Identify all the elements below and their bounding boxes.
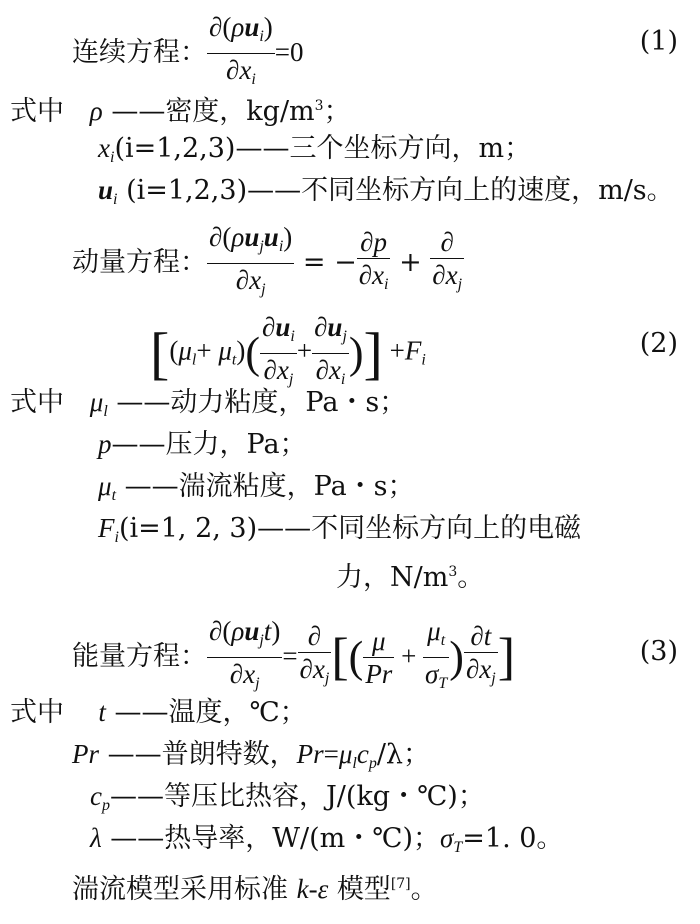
eq2-where-p: p——压力，Pa； (98, 429, 307, 460)
eq3-number: (3) (639, 636, 678, 667)
pr-formula-end: /λ； (376, 739, 431, 770)
mul-def: ——动力粘度，Pa・s； (116, 387, 407, 418)
eq3-frac-dt: $\frac{\partial t}{\partial x_j}$ (465, 621, 496, 687)
lambda-def: ——热导率，W/(m・℃)； (110, 823, 441, 854)
model-name: k-ε (296, 874, 329, 904)
xi-def: (i=1,2,3)——三个坐标方向，m； (114, 133, 532, 164)
cp-def: ——等压比热容，J/(kg・℃)； (109, 781, 485, 812)
eq1-label: 连续方程： (72, 37, 207, 68)
eq1-where-rho: 式中 ρ ——密度，$kg/m^3$； (10, 96, 351, 127)
eq2-line-2: [$(\mu_l+ \mu_t)$( $\frac{\partial u_i}{\partial x_j}$ + $\frac{\partial u_j}{\partial x_i}$ )] $+F_i$ (150, 312, 426, 395)
where-lead-1: 式中 (10, 96, 64, 127)
eq2-frac-duj: $\frac{\partial u_j}{\partial x_i}$ (314, 312, 347, 388)
eq3-where-t: 式中 t ——温度，℃； (10, 697, 307, 728)
eq3-where-lambda: λ ——热导率，W/(m・℃)；$\sigma_T=1$. 0。 (90, 823, 564, 856)
eq3-frac-mut-sigma: $\frac{\mu_t}{\sigma_T}$ (425, 616, 448, 692)
fi-def-end: 。 (457, 562, 485, 593)
eq2-frac-dui: $\frac{\partial u_i}{\partial x_j}$ (262, 312, 295, 388)
eq2-frac-lhs: $\frac{\partial(\rho u_ju_i)}{\partial x_j}$ (209, 222, 293, 298)
fi-def-cont: 力，N/m (336, 562, 449, 593)
eq3-frac-div: $\frac{\partial}{\partial x_j}$ (299, 621, 330, 687)
ui-def: (i=1,2,3)——不同坐标方向上的速度，m/s。 (126, 175, 674, 206)
closing-sentence (72, 866, 438, 908)
eq2-label: 动量方程： (72, 247, 207, 278)
eq3-where-pr: Pr ——普朗特数，$Pr=\mu_lc_p/\lambda$； (72, 739, 431, 772)
sigma-value: =1. 0。 (462, 823, 564, 854)
eq2-where-mut: $\mu_t$ ——湍流粘度，Pa・s； (98, 471, 415, 504)
closing-end: 。 (410, 874, 438, 905)
eq1-where-xi: $x_i(i=1,2,3)——$三个坐标方向，m； (98, 133, 532, 166)
eq2-where-mul: 式中 $\mu_l$ ——动力粘度，Pa・s； (10, 387, 407, 420)
eq1-rhs: =0 (274, 37, 304, 67)
eq2-frac-pressure: $\frac{\partial p}{\partial x_i}$ (358, 227, 389, 293)
eq1-line (72, 12, 304, 95)
where-lead-2: 式中 (10, 387, 64, 418)
fi-def: (i=1, 2, 3)——不同坐标方向上的电磁 (118, 513, 582, 544)
eq3-line: 能量方程： $\frac{\partial(\rho u_jt)}{\partial x_j}$ = $\frac{\partial}{\partial x_j}$ [( $\frac{\mu}{Pr}$ + $\frac{\mu_t}{\sigma_T}$ ) $\frac{\partial t}{\partial x_j}$ ] (72, 616, 515, 699)
t-def: ——温度，℃； (114, 697, 307, 728)
pr-def: ——普朗特数， (107, 739, 297, 770)
eq2-line-1: 动量方程： $\frac{\partial(\rho u_ju_i)}{\partial x_j}$ = − $\frac{\partial p}{\partial x_i}$ + $\frac{\partial}{\partial x_j}$ (72, 222, 464, 305)
eq3-label: 能量方程： (72, 641, 207, 672)
where-lead-3: 式中 (10, 697, 64, 728)
eq2-where-fi-cont: 力，$N/m^3$。 (336, 562, 485, 593)
closing-text-2: 模型 (336, 874, 391, 905)
eq1-fraction: $\frac{\partial(\rho u_i)}{\partial x_i}$ (209, 12, 273, 88)
eq2-number: (2) (639, 328, 678, 359)
eq2-frac-div: $\frac{\partial}{\partial x_j}$ (432, 227, 463, 293)
eq1-where-ui: $u_i$ (i=1,2,3)——不同坐标方向上的速度，m/s。 (98, 175, 674, 208)
rho-def: ——密度，kg/m (111, 96, 315, 127)
eq3-frac-mu-pr: $\frac{\mu}{Pr}$ (365, 626, 393, 689)
eq1-number: (1) (639, 26, 678, 57)
rho-def-end: ； (323, 96, 351, 127)
mut-def: ——湍流粘度，Pa・s； (124, 471, 415, 502)
closing-text: 湍流模型采用标准 (72, 874, 288, 905)
reference-mark: [7] (390, 876, 411, 892)
p-def: ——压力，Pa； (111, 429, 307, 460)
eq3-where-cp: $c_p——$等压比热容，J/(kg・℃)； (90, 781, 485, 814)
eq3-frac-lhs: $\frac{\partial(\rho u_jt)}{\partial x_j}$ (209, 616, 281, 692)
eq2-where-fi: $F_i(i=1$, 2, 3)——不同坐标方向上的电磁 (98, 513, 582, 546)
